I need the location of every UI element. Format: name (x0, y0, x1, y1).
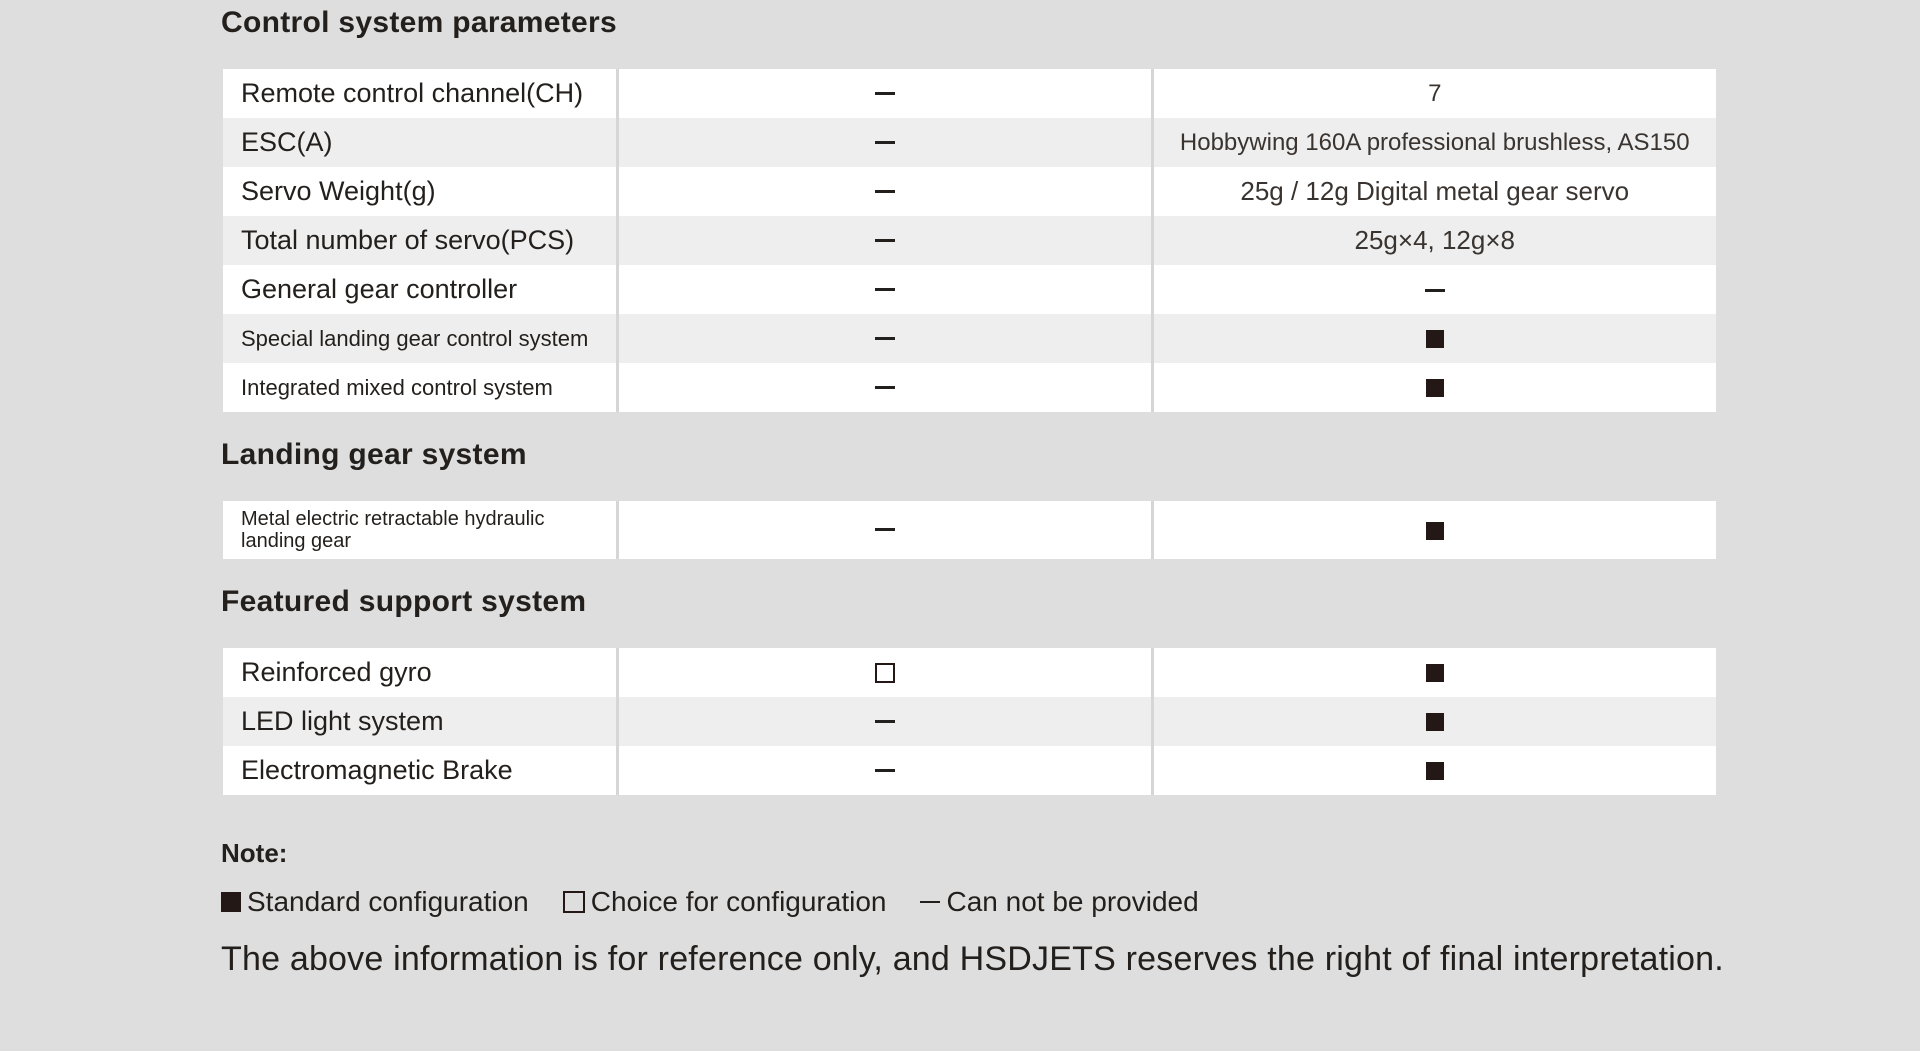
row-label: Total number of servo(PCS) (223, 216, 617, 265)
dash-icon (875, 239, 895, 242)
table-row (223, 216, 1716, 265)
value-cell (1152, 648, 1716, 697)
section-title-landing: Landing gear system (221, 438, 527, 471)
value-cell: 7 (1152, 69, 1716, 118)
value-cell (1152, 265, 1716, 314)
filled-square-icon (221, 892, 241, 912)
legend-optional-label: Choice for configuration (590, 886, 887, 917)
row-label: Integrated mixed control system (223, 363, 617, 412)
value-cell (1152, 697, 1716, 746)
legend-standard-label: Standard configuration (247, 886, 529, 917)
row-label: General gear controller (223, 265, 617, 314)
legend-optional (563, 886, 887, 918)
value-cell (1152, 314, 1716, 363)
dash-icon (1425, 289, 1445, 292)
dash-icon (875, 190, 895, 193)
value-cell (1152, 363, 1716, 412)
dash-icon (875, 141, 895, 144)
option-cell (617, 167, 1152, 216)
table-row (223, 167, 1716, 216)
section-title-control: Control system parameters (221, 6, 617, 39)
dash-icon (875, 720, 895, 723)
table-row (223, 118, 1716, 167)
option-cell (617, 69, 1152, 118)
value-cell: 25g / 12g Digital metal gear servo (1152, 167, 1716, 216)
empty-square-icon (875, 663, 895, 683)
note-title: Note: (221, 838, 288, 868)
dash-icon (875, 386, 895, 389)
legend-none (920, 886, 1198, 918)
landing-gear-table (223, 501, 1716, 559)
value-cell: Hobbywing 160A professional brushless, AS150 (1152, 118, 1716, 167)
table-row (223, 746, 1716, 795)
option-cell (617, 746, 1152, 795)
row-label: Reinforced gyro (223, 648, 617, 697)
option-cell (617, 314, 1152, 363)
option-cell (617, 265, 1152, 314)
table-row (223, 501, 1716, 559)
table-row (223, 265, 1716, 314)
row-label: ESC(A) (223, 118, 617, 167)
dash-icon (920, 901, 940, 903)
option-cell (617, 118, 1152, 167)
filled-square-icon (1426, 522, 1444, 540)
legend-standard (221, 886, 529, 918)
option-cell (617, 216, 1152, 265)
option-cell (617, 697, 1152, 746)
dash-icon (875, 769, 895, 772)
dash-icon (875, 337, 895, 340)
empty-square-icon (563, 891, 585, 913)
row-label: Metal electric retractable hydraulic landing gear (223, 501, 617, 559)
dash-icon (875, 288, 895, 291)
featured-support-table (223, 648, 1716, 795)
row-label: LED light system (223, 697, 617, 746)
legend-none-label: Can not be provided (946, 886, 1199, 917)
option-cell (617, 363, 1152, 412)
dash-icon (875, 528, 895, 531)
table-row (223, 69, 1716, 118)
disclaimer: The above information is for reference only, and HSDJETS reserves the right of final interpretation. (221, 940, 1724, 978)
dash-icon (875, 92, 895, 95)
table-row (223, 697, 1716, 746)
row-label: Electromagnetic Brake (223, 746, 617, 795)
row-label: Servo Weight(g) (223, 167, 617, 216)
filled-square-icon (1426, 664, 1444, 682)
section-title-featured: Featured support system (221, 585, 587, 618)
filled-square-icon (1426, 330, 1444, 348)
row-label: Remote control channel(CH) (223, 69, 617, 118)
row-label: Special landing gear control system (223, 314, 617, 363)
filled-square-icon (1426, 379, 1444, 397)
table-row (223, 314, 1716, 363)
table-row (223, 648, 1716, 697)
value-cell: 25g×4, 12g×8 (1152, 216, 1716, 265)
option-cell (617, 501, 1152, 559)
legend (221, 886, 1233, 918)
filled-square-icon (1426, 713, 1444, 731)
table-row (223, 363, 1716, 412)
control-params-table (223, 69, 1716, 412)
value-cell (1152, 746, 1716, 795)
option-cell (617, 648, 1152, 697)
value-cell (1152, 501, 1716, 559)
filled-square-icon (1426, 762, 1444, 780)
